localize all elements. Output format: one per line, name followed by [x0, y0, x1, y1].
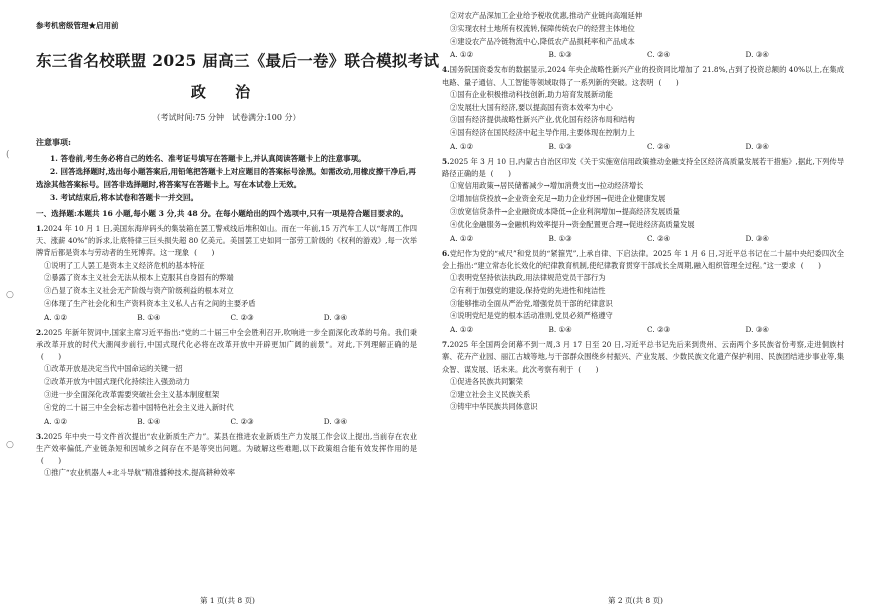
answer-blank: ( ) [40, 456, 62, 465]
question-number: 5. [442, 156, 450, 166]
answer-choices [36, 311, 417, 324]
choice-a: A. ①② [450, 50, 473, 60]
choice-b: B. ①③ [548, 50, 572, 60]
option-statement: ②建立社会主义民族关系 [450, 389, 531, 399]
question-6 [442, 248, 844, 272]
notes-heading: 注意事项: [36, 137, 71, 147]
choice-c: C. ②③ [230, 416, 254, 426]
option-statement: ③实现农村土地所有权流转,保障传统农户的经营主体地位 [450, 23, 635, 33]
choice-c: C. ②④ [647, 141, 671, 151]
page-footer: 第 1 页(共 8 页) [200, 596, 255, 605]
choice-b: B. ①④ [548, 325, 572, 335]
choice-a: A. ①② [450, 325, 473, 335]
answer-blank: ( ) [490, 169, 511, 179]
choice-c: C. ②④ [647, 233, 671, 243]
option-statement: ②发展壮大国有经济,要以提高国有资本效率为中心 [450, 102, 613, 112]
choice-d: D. ③④ [323, 416, 348, 426]
choice-b: B. ①③ [548, 141, 572, 151]
choice-b: B. ①③ [548, 233, 572, 243]
question-stem: 2024 年 10 月 1 日,美国东海岸码头的集装箱在罢工警戒线后堆积如山。而在一年前,15 万汽车工人以“每周工作四天、涨薪 40%”的诉求,让底特律三巨头损失超 80 亿美元。美国罢工史如同一部劳工阶级的《权利的游戏》,每一次举牌背后都是资本与劳动者的生死博弈。这一现象 [36, 224, 417, 258]
option-statement: ①说明了工人罢工是资本主义经济危机的基本特征 [44, 260, 205, 270]
answer-blank: ( ) [800, 260, 821, 270]
answer-blank: ( ) [658, 77, 679, 87]
question-stem: 2025 年全国两会闭幕不到一周,3 月 17 日至 20 日,习近平总书记先后来到贵州、云南两个多民族省份考察,走进侗族村寨、花卉产业园、丽江古城等地,与干部群众围绕乡村振兴、产业发展、少数民族文化遗产保护利用、民族团结进步事业等,集众智、谋发展、话未来。此次考察有利于 [442, 340, 844, 374]
choice-c: C. ②③ [647, 325, 671, 335]
exam-title: 东三省名校联盟 2025 届高三《最后一卷》联合模拟考试 [36, 51, 440, 70]
question-number: 4. [442, 65, 450, 75]
note-item: 2. 回答选择题时,选出每小题答案后,用铅笔把答题卡上对应题目的答案标号涂黑。如需改动,用橡皮擦干净后,再选涂其他答案标号。回答非选择题时,将答案写在答题卡上。写在本试卷上无效。 [36, 167, 416, 189]
question-stem: 2025 年中央一号文件首次提出“农业新质生产力”。某县在推进农业新质生产力发展工作会议上提出,当前存在农业生产效率偏低,产业链条短和因城乡之间存在不是等突出问题。为破解这些难题,以下政策组合能有效发挥作用的是 [36, 431, 417, 453]
option-statement: ②暴露了资本主义社会无法从根本上克服其自身固有的弊端 [44, 273, 234, 283]
option-statement: ③铸牢中华民族共同体意识 [450, 402, 538, 412]
question-4 [442, 64, 844, 88]
question-5 [442, 156, 844, 180]
choice-b: B. ①④ [137, 312, 161, 322]
answer-choices [442, 140, 844, 153]
question-number: 1. [36, 224, 44, 233]
exam-info: （考试时间:75 分钟 试卷满分:100 分） [152, 113, 301, 122]
note-item: 3. 考试结束后,将本试卷和答题卡一并交回。 [50, 193, 199, 202]
page-footer: 第 2 页(共 8 页) [608, 596, 663, 605]
question-number: 6. [442, 248, 450, 258]
question-7 [442, 339, 844, 376]
option-statement: ①宽信用政策→居民储蓄减少→增加消费支出→拉动经济增长 [450, 181, 644, 191]
question-number: 2. [36, 327, 44, 337]
question-3 [36, 431, 417, 468]
answer-choices [442, 48, 844, 61]
choice-d: D. ③④ [745, 141, 769, 151]
option-statement: ④国有经济在国民经济中起主导作用,主要体现在控制力上 [450, 128, 635, 138]
choice-c: C. ②③ [230, 312, 254, 322]
question-stem: 2025 年 3 月 10 日,内蒙古自治区印发《关于实施宽信用政策推动金融支持全区经济高质量发展若干措施》,据此,下列传导路径正确的是 [442, 156, 844, 179]
answer-choices [442, 232, 844, 245]
confidentiality-label: 参考机密级管理★启用前 [36, 21, 119, 30]
question-1 [36, 223, 417, 260]
option-statement: ④建设农产品冷链物流中心,降低农产品损耗率和产品成本 [450, 36, 635, 46]
choice-a: A. ①② [450, 233, 473, 243]
answer-blank: ( ) [40, 352, 62, 362]
choice-a: A. ①② [44, 312, 67, 322]
option-statement: ④体现了生产社会化和生产资料资本主义私人占有之间的主要矛盾 [44, 299, 256, 308]
option-statement: ①表明党坚持依法执政,用法律规范党员干部行为 [450, 272, 606, 282]
subject-title: 政 治 [190, 83, 263, 101]
option-statement: ①推广“农业机器人+北斗导航”精准播种技术,提高耕种效率 [44, 468, 236, 478]
option-statement: ②改革开放为中国式现代化持续注入强劲动力 [44, 377, 190, 387]
question-stem: 2025 年新年贺词中,国家主席习近平指出:“党的二十届三中全会胜利召开,吹响进一步全面深化改革的号角。我们秉承改革开放的时代大潮闯步前行,中国式现代化必将在改革开放中开辟更加广阔的前景”。对此,下列理解正确的是 [36, 327, 417, 349]
answer-blank: ( ) [578, 364, 599, 374]
binding-margin: ( ○ ○ [6, 150, 14, 450]
option-statement: ①国有企业积极推动科技创新,助力培育发展新动能 [450, 89, 613, 99]
choice-b: B. ①④ [137, 416, 161, 426]
option-statement: ④说明党纪是党的根本活动准则,党员必须严格遵守 [450, 311, 613, 321]
option-statement: ④党的二十届三中全会标志着中国特色社会主义进入新时代 [44, 402, 234, 412]
answer-choices [36, 415, 417, 428]
option-statement: ③国有经济提供战略性新兴产业,优化国有经济布局和结构 [450, 115, 635, 125]
option-statement: ③凸显了资本主义社会无产阶级与资产阶级利益的根本对立 [44, 286, 234, 296]
option-statement: ①促进各民族共同繁荣 [450, 376, 523, 386]
note-item: 1. 答卷前,考生务必将自己的姓名、准考证号填写在答题卡上,并认真阅读答题卡上的注意事项。 [50, 154, 366, 163]
question-number: 3. [36, 431, 44, 441]
option-statement: ③进一步全面深化改革需要突破社会主义基本制度框架 [44, 390, 220, 399]
question-stem: 党纪作为党的“戒尺”和党员的“紧箍咒”,上承自律、下启法律。2025 年 1 月 6 日,习近平总书记在二十届中央纪委四次全会上指出:“建立常态化长效化的纪律教育机制,使纪律教育贯穿干部成长全周期,融入组织管理全过程。”这一要求 [442, 248, 844, 270]
choice-d: D. ③④ [745, 325, 769, 335]
option-statement: ③能够推动全面从严治党,增强党员干部的纪律意识 [450, 298, 613, 308]
page-two [428, 0, 870, 615]
choice-c: C. ②④ [647, 50, 671, 60]
option-statement: ②对农产品深加工企业给予税收优惠,推动产业链向高端延伸 [450, 11, 643, 20]
answer-blank: ( ) [194, 248, 215, 258]
question-2 [36, 327, 417, 364]
choice-a: A. ①② [450, 141, 473, 151]
answer-choices [442, 323, 844, 336]
option-statement: ①改革开放是决定当代中国命运的关键一招 [44, 364, 183, 374]
option-statement: ④优化金融服务→金融机构效率提升→资金配置更合理→促进经济高质量发展 [450, 219, 695, 229]
choice-a: A. ①② [44, 416, 67, 426]
choice-d: D. ③④ [745, 50, 769, 60]
question-stem: 国务院国资委发布的数据显示,2024 年央企战略性新兴产业的投资同比增加了 21.8%,占到了投资总额的 40%以上,在集成电路、量子通信、人工智能等领域取得了一系列新的突破。这表明 [442, 65, 844, 87]
choice-d: D. ③④ [745, 233, 769, 243]
question-number: 7. [442, 340, 450, 350]
section-heading: 一、选择题:本题共 16 小题,每小题 3 分,共 48 分。在每小题给出的四个选项中,只有一项是符合题目要求的。 [36, 209, 408, 218]
option-statement: ③放宽信贷条件→企业融资成本降低→企业利润增加→提高经济发展质量 [450, 206, 680, 216]
choice-d: D. ③④ [323, 312, 348, 322]
option-statement: ②有利于加强党的建设,保持党的先进性和纯洁性 [450, 285, 606, 295]
option-statement: ②增加信贷投放→企业资金充足→助力企业纾困→促进企业健康发展 [450, 194, 666, 204]
